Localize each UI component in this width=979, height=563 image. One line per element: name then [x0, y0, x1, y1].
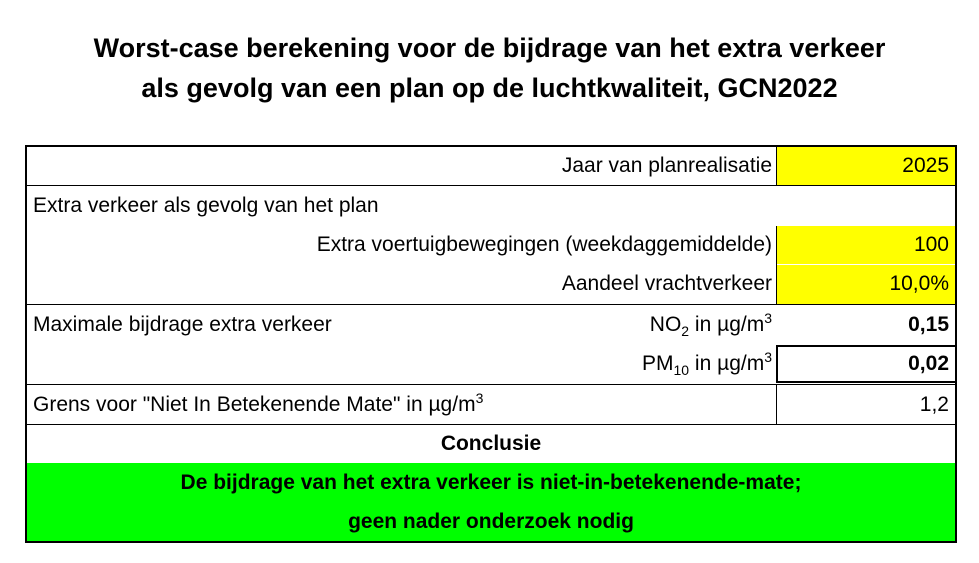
- grens-superscript: 3: [475, 390, 484, 406]
- page-title: [0, 28, 979, 108]
- title-line-2: als gevolg van een plan op de luchtkwaliteit, GCN2022: [141, 73, 838, 103]
- pm10-superscript: 3: [764, 349, 772, 365]
- row-no2: [27, 306, 955, 344]
- no2-value-cell[interactable]: 0,15: [908, 313, 949, 336]
- vracht-value-cell[interactable]: 10,0%: [777, 265, 955, 304]
- pm10-value-cell[interactable]: 0,02: [776, 345, 957, 383]
- no2-prefix: NO: [649, 313, 682, 336]
- conclusion-line-1: De bijdrage van het extra verkeer is niet-in-betekenende-mate;: [180, 471, 802, 494]
- grens-label-text: Grens voor "Niet In Betekenende Mate" in µg/m: [33, 393, 476, 416]
- grens-value-cell[interactable]: 1,2: [919, 393, 949, 416]
- max-bijdrage-label: Maximale bijdrage extra verkeer: [33, 313, 332, 336]
- grens-label: [33, 386, 773, 424]
- row-vrachtverkeer: [27, 265, 955, 304]
- no2-unit: in µg/m: [689, 313, 765, 336]
- no2-subscript: 2: [681, 323, 690, 340]
- no2-superscript: 3: [764, 310, 772, 326]
- row-pm10: [27, 345, 955, 383]
- pm10-unit-label: [527, 345, 776, 383]
- column-divider: [776, 226, 777, 305]
- column-divider: [776, 385, 777, 425]
- extra-verkeer-label: Extra verkeer als gevolg van het plan: [33, 194, 379, 217]
- jaar-value-cell[interactable]: 2025: [777, 147, 955, 185]
- divider: [27, 185, 955, 186]
- row-jaar: [27, 147, 955, 185]
- pm10-unit: in µg/m: [689, 352, 765, 375]
- conclusion-box: [27, 463, 955, 541]
- voertuig-label: Extra voertuigbewegingen (weekdaggemiddelde): [316, 233, 772, 256]
- conclusion-line-2: geen nader onderzoek nodig: [348, 510, 634, 533]
- vracht-label: Aandeel vrachtverkeer: [561, 272, 772, 295]
- row-grens: [27, 386, 955, 424]
- no2-unit-label: [527, 306, 776, 344]
- column-divider: [776, 147, 777, 185]
- divider: [27, 384, 955, 385]
- title-line-1: Worst-case berekening voor de bijdrage van het extra verkeer: [93, 33, 886, 63]
- voertuig-value-cell[interactable]: 100: [777, 226, 955, 264]
- row-voertuigbewegingen: [27, 226, 955, 264]
- pm10-prefix: PM: [642, 352, 674, 375]
- pm10-subscript: 10: [673, 362, 690, 379]
- divider: [27, 304, 955, 305]
- row-extra-verkeer: [27, 187, 955, 225]
- calculation-table: [25, 145, 957, 543]
- jaar-label: Jaar van planrealisatie: [561, 154, 772, 177]
- conclusion-heading: Conclusie: [440, 432, 542, 455]
